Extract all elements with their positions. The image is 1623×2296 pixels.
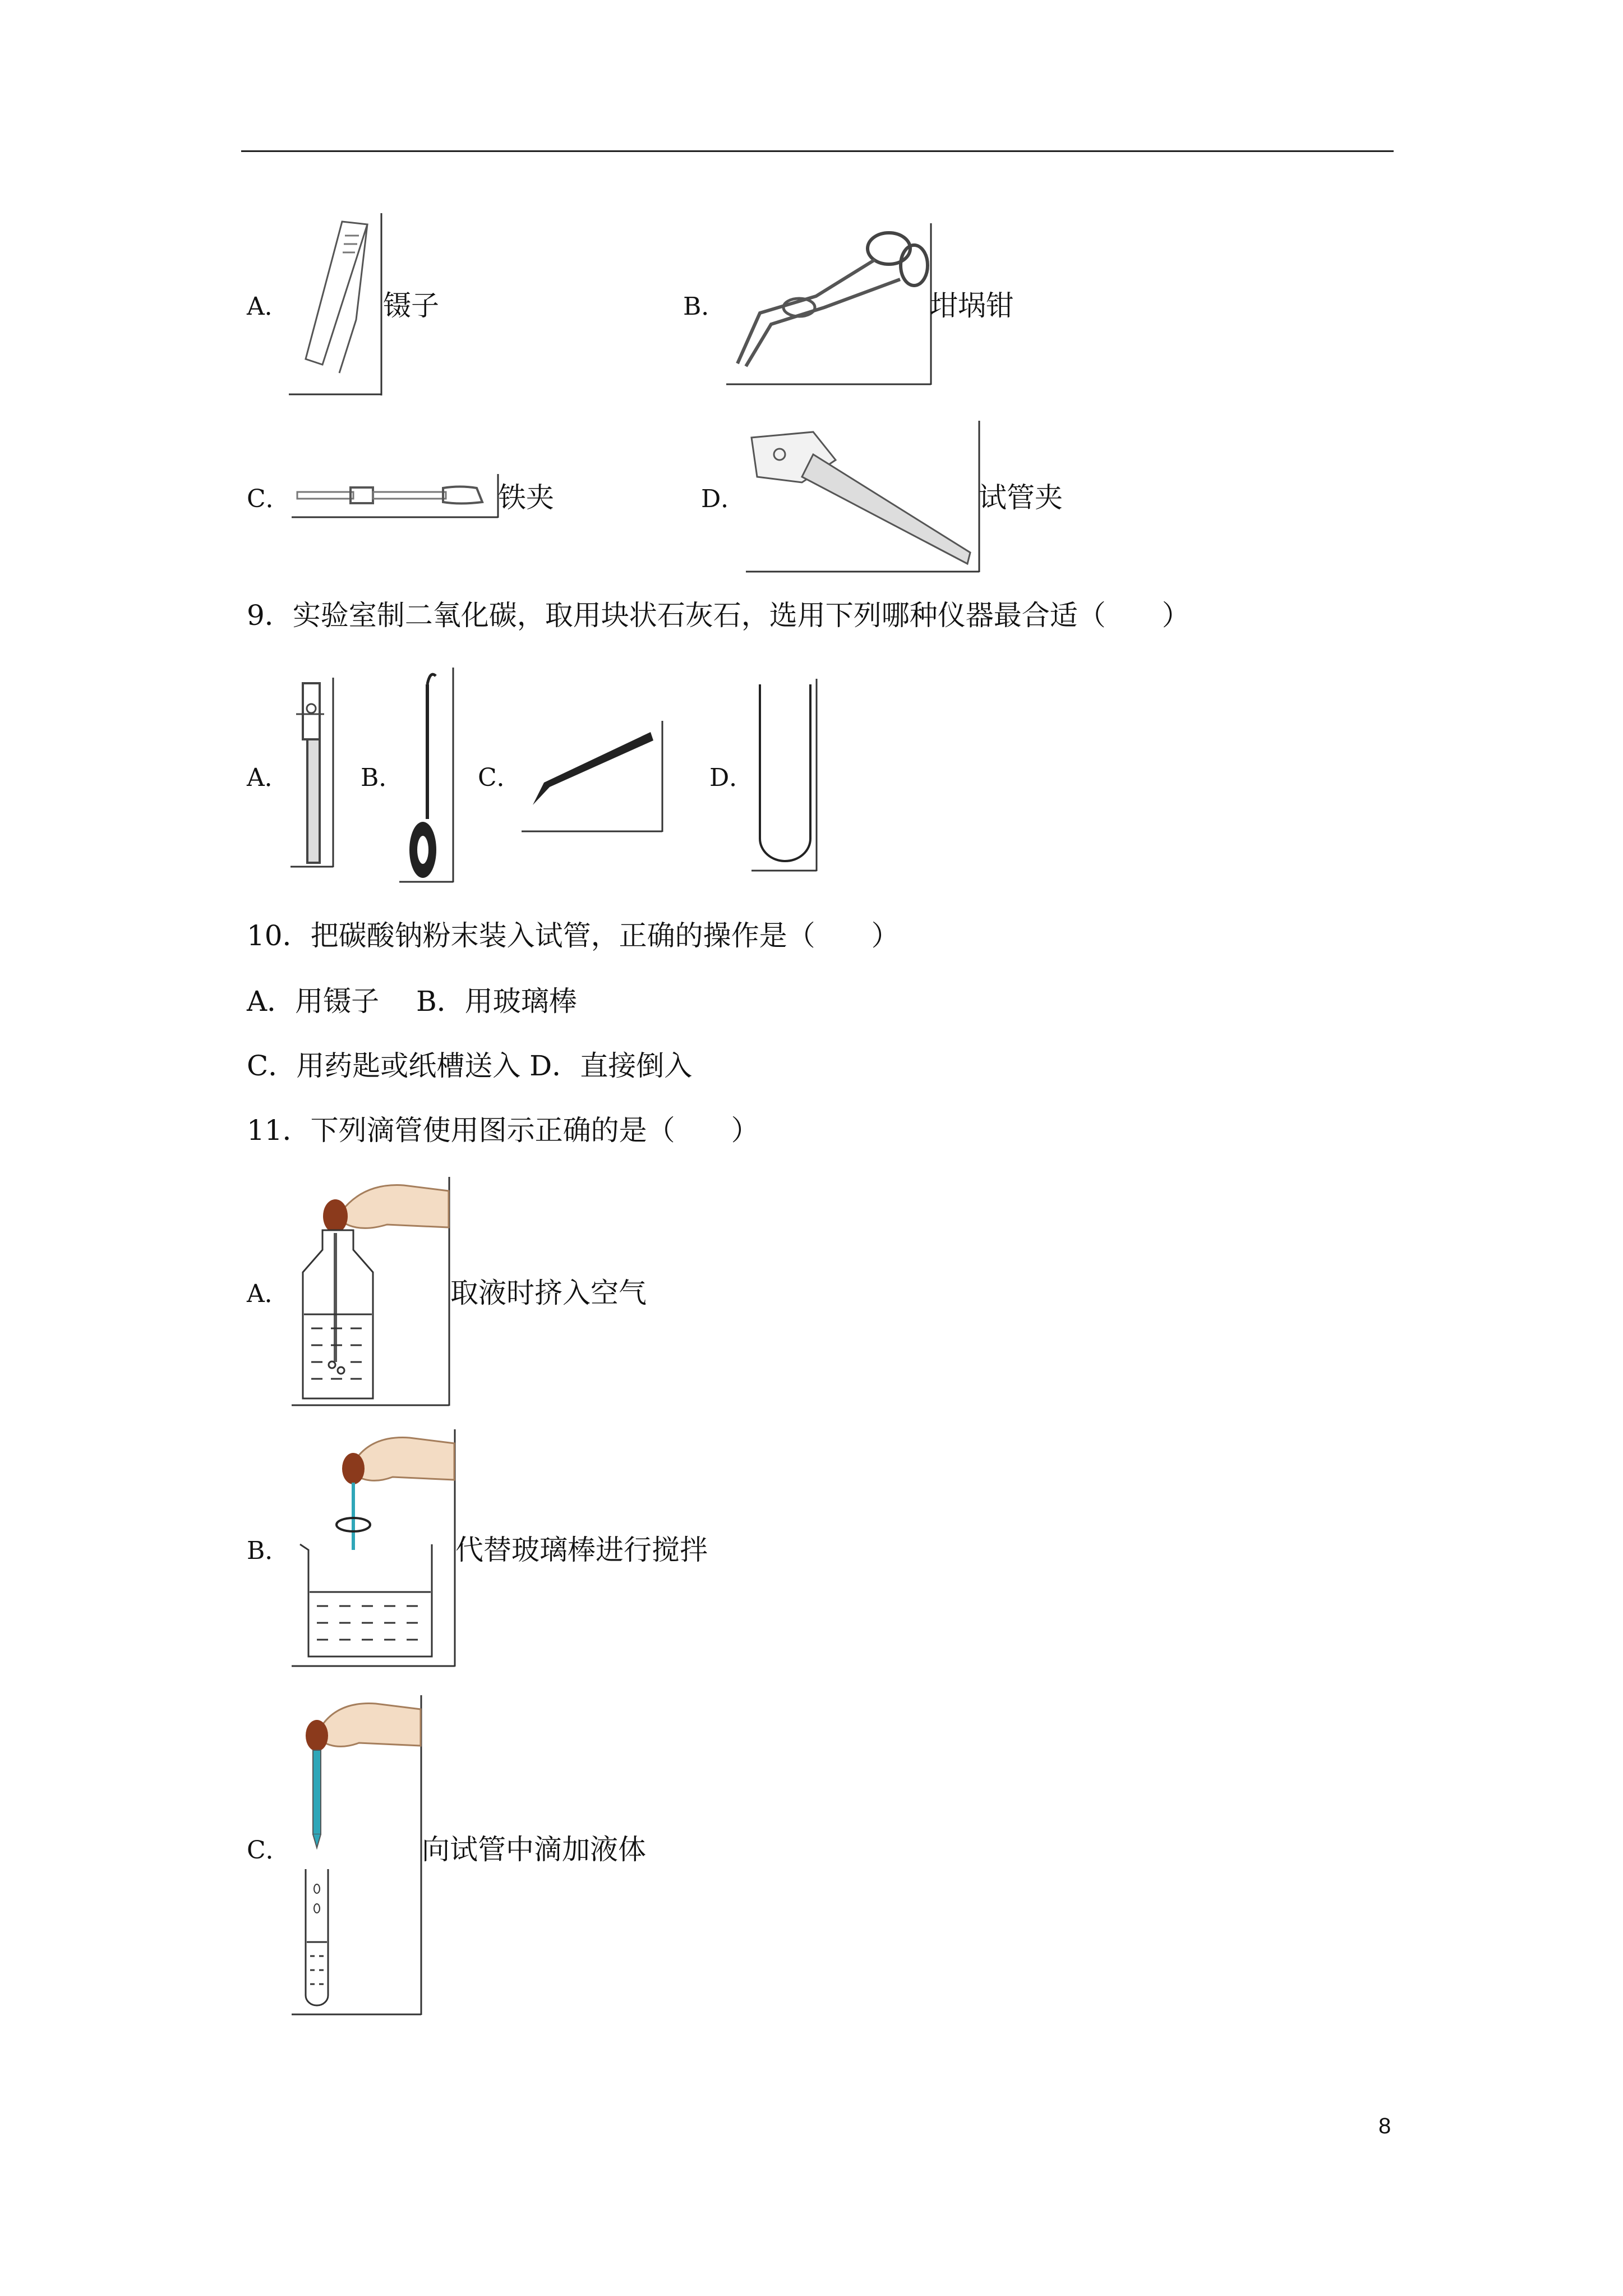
tweezers-icon	[289, 213, 384, 395]
header-rule	[241, 150, 1394, 152]
q8-option-d-caption: 试管夹	[979, 481, 1063, 514]
q11-stem: 11．下列滴管使用图示正确的是（ ）	[247, 1114, 759, 1147]
dropper-in-bottle-icon	[292, 1177, 451, 1407]
medicine-spoon-icon	[399, 668, 455, 884]
page-number: 8	[1378, 2114, 1391, 2138]
q10-options-line2: C．用药匙或纸槽送入 D．直接倒入	[247, 1050, 693, 1082]
q8-option-b-caption: 坩埚钳	[930, 289, 1014, 322]
q10-stem: 10．把碳酸钠粉末装入试管，正确的操作是（ ）	[247, 919, 900, 952]
q11-option-c-caption: 向试管中滴加液体	[422, 1833, 646, 1866]
q9-option-c-letter: C．	[478, 763, 522, 792]
crucible-tongs-icon	[726, 223, 934, 386]
test-tube-holder-icon	[291, 678, 335, 868]
iron-clamp-icon	[292, 474, 499, 519]
q11-option-b-letter: B．	[247, 1536, 290, 1565]
q11-option-c-letter: C．	[247, 1836, 291, 1865]
q9-stem: 9．实验室制二氧化碳，取用块状石灰石，选用下列哪种仪器最合适（ ）	[247, 599, 1190, 632]
q11-option-b-caption: 代替玻璃棒进行搅拌	[455, 1534, 708, 1566]
test-tube-icon	[751, 679, 819, 872]
q9-option-a-letter: A．	[247, 763, 289, 792]
q8-option-c-letter: C．	[247, 485, 291, 513]
q8-option-b-letter: B．	[683, 292, 726, 321]
q9-option-d-letter: D．	[709, 763, 754, 792]
q9-option-b-letter: B．	[361, 763, 404, 792]
q8-option-a-letter: A．	[247, 292, 289, 321]
tweezers-icon	[522, 721, 665, 833]
q10-options-line1: A．用镊子 B．用玻璃棒	[247, 985, 577, 1018]
q11-option-a-caption: 取液时挤入空气	[450, 1277, 647, 1309]
q8-option-c-caption: 铁夹	[498, 481, 554, 514]
dropper-over-test-tube-icon	[292, 1695, 423, 2016]
q8-option-d-letter: D．	[701, 485, 746, 513]
test-tube-holder-icon	[746, 421, 981, 573]
q11-option-a-letter: A．	[247, 1280, 289, 1308]
dropper-stirring-beaker-icon	[292, 1429, 457, 1668]
q8-option-a-caption: 镊子	[383, 289, 439, 322]
